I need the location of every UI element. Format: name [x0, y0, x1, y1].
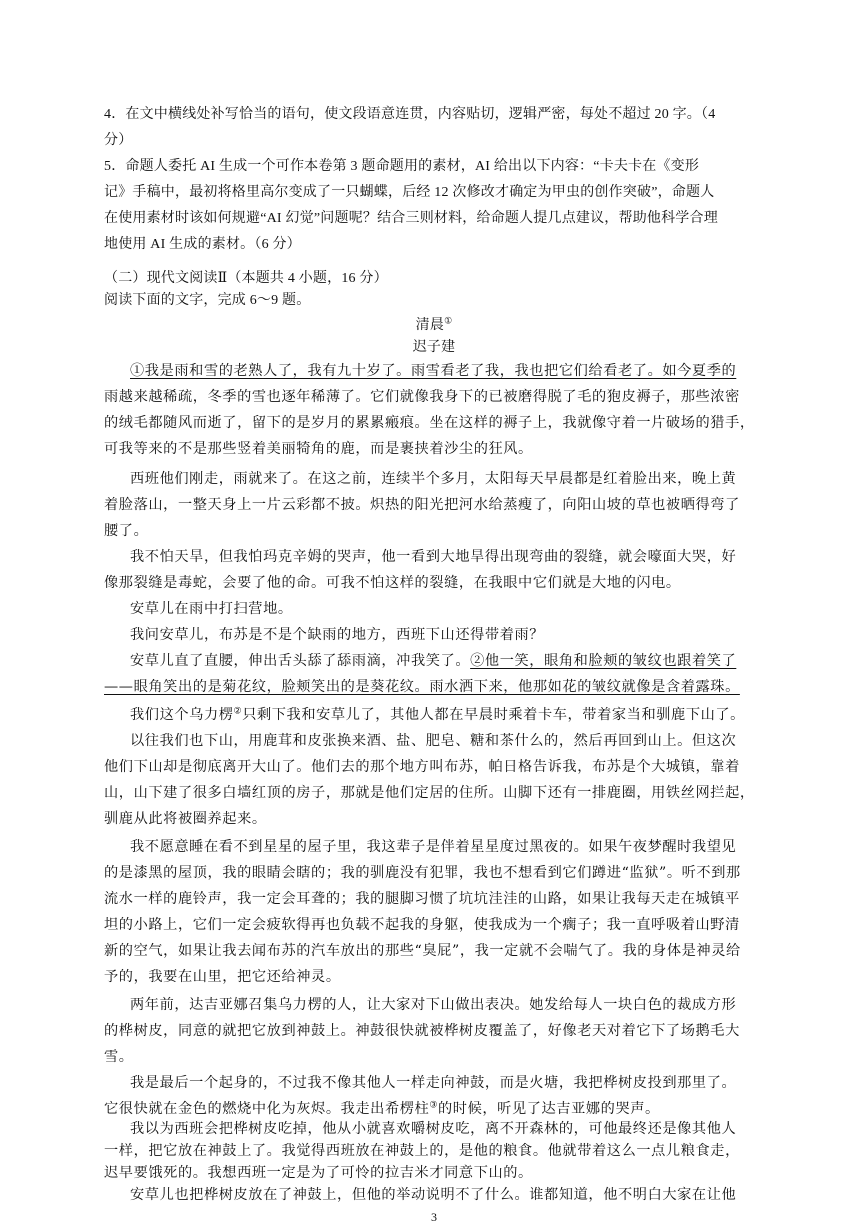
- story-line: 我是最后一个起身的，不过我不像其他人一样走向神鼓，而是火塘，我把桦树皮投到那里了。: [130, 1075, 737, 1091]
- story-line: 我不怕天旱，但我怕玛克辛姆的哭声，他一看到大地旱得出现弯曲的裂缝，就会嚎面大哭，好: [130, 549, 737, 565]
- story-line: 安草儿在雨中打扫营地。: [130, 601, 293, 617]
- underlined-passage-2-cont: ——眼角笑出的是菊花纹，脸颊笑出的是葵花纹。雨水洒下来，他那如花的皱纹就像是含着露珠。: [104, 679, 740, 695]
- story-line: [130, 358, 764, 384]
- story-text: 只剩下我和安草儿了，其他人都在早晨时乘着卡车，带着家当和驯鹿下山了。: [242, 707, 745, 723]
- question-5-line-4: 地使用 AI 生成的素材。（6 分）: [104, 237, 301, 252]
- story-line: 我不愿意睡在看不到星星的屋子里，我这辈子是伴着星星度过黑夜的。如果午夜梦醒时我望见: [130, 839, 737, 855]
- story-line: 予的，我要在山里，把它还给神灵。: [104, 969, 341, 985]
- story-author: 迟子建: [412, 339, 456, 355]
- story-line: 一样，把它放在神鼓上了。我觉得西班放在神鼓上的，是他的粮食。他就带着这么一点儿粮食走，: [104, 1143, 740, 1159]
- story-line: 腰了。: [104, 523, 149, 539]
- section-instruction: 阅读下面的文字，完成 6～9 题。: [104, 293, 311, 308]
- story-line: [130, 648, 764, 674]
- question-4-line-1: 4．在文中横线处补写恰当的语句，使文段语意连贯，内容贴切，逻辑严密，每处不超过 20 字。（4: [104, 107, 716, 122]
- story-line: [130, 702, 764, 728]
- story-line: 新的空气，如果让我去闻布苏的汽车放出的那些“臭屁”，我一定就不会喘气了。我的身体是神灵给: [104, 943, 741, 959]
- story-line: 的是漆黑的屋顶，我的眼睛会瞎的；我的驯鹿没有犯罪，我也不想看到它们蹲进“监狱”。听不到那: [104, 865, 741, 881]
- story-line: 山，山下建了很多白墙红顶的房子，那就是他们定居的住所。山脚下还有一排鹿圈，用铁丝网拦起，: [104, 785, 755, 801]
- story-line: 驯鹿从此将被圈养起来。: [104, 811, 267, 827]
- story-line: 像那裂缝是毒蛇，会要了他的命。可我不怕这样的裂缝，在我眼中它们就是大地的闪电。: [104, 575, 681, 591]
- story-line: 流水一样的鹿铃声，我一定会耳聋的；我的腿脚习惯了坑坑洼洼的山路，如果让我每天走在城镇平: [104, 891, 740, 907]
- story-line: 雨越来越稀疏，冬季的雪也逐年稀薄了。它们就像我身下的已被磨得脱了毛的狍皮褥子，那些浓密: [104, 389, 740, 405]
- story-line: 迟早要饿死的。我想西班一定是为了可怜的拉吉米才同意下山的。: [104, 1165, 533, 1181]
- question-5-line-2: 记》手稿中，最初将格里高尔变成了一只蝴蝶，后经 12 次修改才确定为甲虫的创作突破”，命题人: [104, 185, 715, 200]
- section-heading: （二）现代文阅读Ⅱ（本题共 4 小题，16 分）: [104, 271, 388, 286]
- story-text: 安草儿直了直腰，伸出舌头舔了舔雨滴，冲我笑了。: [130, 653, 471, 669]
- underlined-passage-2: ②他一笑，眼角和脸颊的皱纹也跟着笑了: [470, 653, 737, 669]
- footnote-mark-2: ②: [233, 706, 243, 717]
- story-line: 以往我们也下山，用鹿茸和皮张换来酒、盐、肥皂、糖和茶什么的，然后再回到山上。但这次: [130, 733, 737, 749]
- story-title-text: 清晨: [415, 317, 445, 333]
- page-number: 3: [431, 1210, 437, 1224]
- story-line: 安草儿也把桦树皮放在了神鼓上，但他的举动说明不了什么。谁都知道，他不明白大家在让他: [130, 1187, 737, 1203]
- question-4-line-2: 分）: [104, 133, 133, 148]
- story-line: 两年前，达吉亚娜召集乌力楞的人，让大家对下山做出表决。她发给每人一块白色的裁成方形: [130, 997, 737, 1013]
- story-line: [104, 674, 764, 700]
- story-line: 我问安草儿，布苏是不是个缺雨的地方，西班下山还得带着雨？: [130, 627, 545, 643]
- story-line: 可我等来的不是那些竖着美丽犄角的鹿，而是裹挟着沙尘的狂风。: [104, 441, 533, 457]
- story-text: 我们这个乌力楞: [130, 707, 234, 723]
- underlined-passage-1: ①我是雨和雪的老熟人了，我有九十岁了。雨雪看老了我，我也把它们给看老了。如今夏季的: [130, 363, 737, 379]
- story-line: 我以为西班会把桦树皮吃掉，他从小就喜欢嚼树皮吃，离不开森林的，可他最终还是像其他人: [130, 1121, 737, 1137]
- story-line: 的绒毛都随风而逝了，留下的是岁月的累累瘢痕。坐在这样的褥子上，我就像守着一片破场的猎手，: [104, 415, 755, 431]
- story-line: 着脸落山，一整天身上一片云彩都不披。炽热的阳光把河水给蒸瘦了，向阳山坡的草也被晒得弯了: [104, 497, 740, 513]
- story-line: 西班他们刚走，雨就来了。在这之前，连续半个多月，太阳每天早晨都是红着脸出来，晚上黄: [130, 471, 737, 487]
- footnote-mark-3: ③: [429, 1100, 438, 1111]
- story-line: 坦的小路上，它们一定会疲软得再也负载不起我的身躯，使我成为一个瘸子；我一直呼吸着山野清: [104, 917, 740, 933]
- question-5-line-1: 5．命题人委托 AI 生成一个可作本卷第 3 题命题用的素材，AI 给出以下内容：“卡夫卡在《变形: [104, 159, 700, 174]
- story-line: 他们下山却是彻底离开大山了。他们去的那个地方叫布苏，帕日格告诉我，布苏是个大城镇，靠着: [104, 759, 740, 775]
- story-text: 的时候，听见了达吉亚娜的哭声。: [438, 1101, 660, 1117]
- story-line: 的桦树皮，同意的就把它放到神鼓上。神鼓很快就被桦树皮覆盖了，好像老天对着它下了场鹅毛大: [104, 1023, 740, 1039]
- question-5-line-3: 在使用素材时该如何规避“AI 幻觉”问题呢？结合三则材料，给命题人提几点建议，帮助他科学合理: [104, 211, 718, 226]
- story-line: 雪。: [104, 1049, 134, 1065]
- title-footnote-mark: ①: [444, 316, 453, 327]
- story-text: 它很快就在金色的燃烧中化为灰烬。我走出希楞柱: [104, 1101, 430, 1117]
